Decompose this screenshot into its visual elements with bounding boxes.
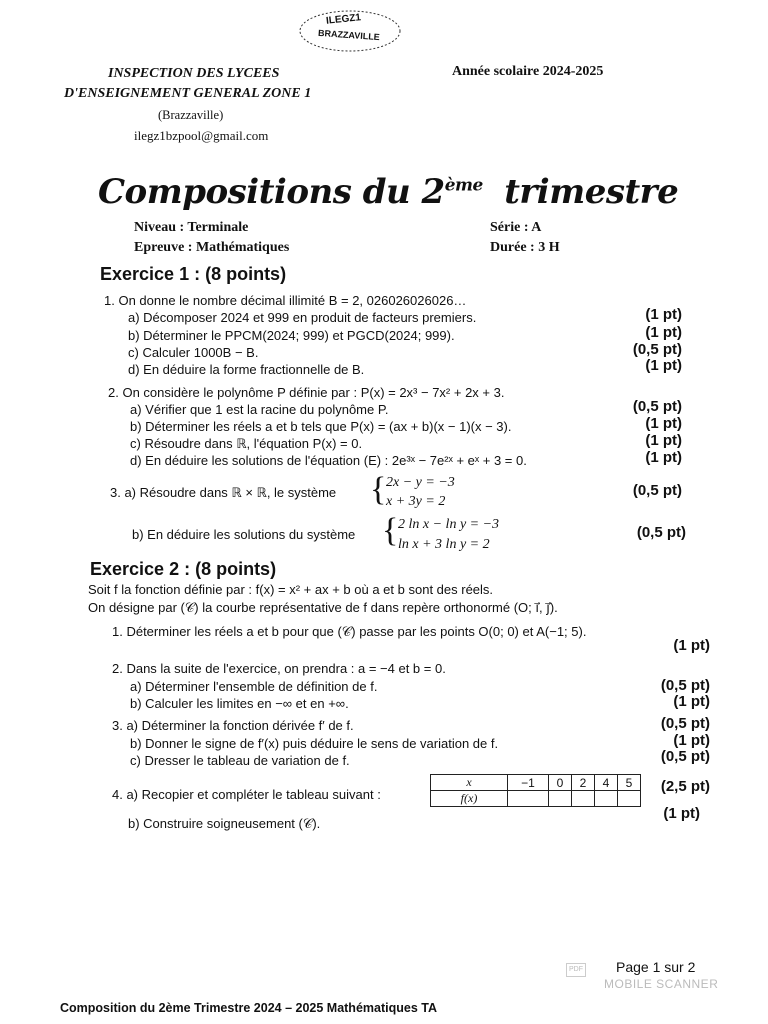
exercise-2-title: Exercice 2 : (8 points) <box>90 559 277 579</box>
ex2-q1-points: (1 pt) <box>673 637 710 654</box>
inspection-line-1: INSPECTION DES LYCEES <box>108 66 280 81</box>
ex1-q2-item-c: c) Résoudre dans ℝ, l'équation P(x) = 0. <box>130 436 363 451</box>
institution-logo <box>296 8 404 54</box>
values-table-x-cell: 5 <box>618 775 641 791</box>
bottom-footer: Composition du 2ème Trimestre 2024 – 2025 Mathématiques TA <box>60 1001 437 1015</box>
exercise-1-title: Exercice 1 : (8 points) <box>100 264 287 284</box>
values-table-empty-cell <box>618 791 641 807</box>
duree: Durée : 3 H <box>490 240 560 255</box>
school-year: Année scolaire 2024-2025 <box>452 64 604 79</box>
values-table-x-cell: −1 <box>508 775 549 791</box>
ex1-q1-points-b: (1 pt) <box>645 324 682 341</box>
system-2-eq-1: 2 ln x − ln y = −3 <box>398 517 500 532</box>
ex2-q3-points-c: (0,5 pt) <box>660 748 710 765</box>
ex1-q2-points-a: (0,5 pt) <box>632 398 682 415</box>
ex2-q3-item-b: b) Donner le signe de f′(x) puis déduire le sens de variation de f. <box>130 736 499 751</box>
ex1-q2-stem: 2. On considère le polynôme P définie par : P(x) = 2x³ − 7x² + 2x + 3. <box>108 385 505 400</box>
ex2-q4a-points: (2,5 pt) <box>660 778 710 795</box>
exam-title-rest: trimestre <box>504 172 679 212</box>
logo-text-bottom: BRAZZAVILLE <box>317 27 381 43</box>
ex2-q3-points-b: (1 pt) <box>673 732 710 749</box>
values-table-x-cell: 0 <box>549 775 572 791</box>
values-table-empty-cell <box>572 791 595 807</box>
system-1-eq-2: x + 3y = 2 <box>386 494 446 509</box>
ex1-q1-points-a: (1 pt) <box>645 306 682 323</box>
ex2-q3-item-a: 3. a) Déterminer la fonction dérivée f′ de f. <box>112 718 354 733</box>
values-table-row-label: f(x) <box>431 791 508 807</box>
ex2-q2-points-b: (1 pt) <box>673 693 710 710</box>
ex1-q2-points-c: (1 pt) <box>645 432 682 449</box>
ex1-q1-item-c: c) Calculer 1000B − B. <box>128 345 259 360</box>
values-table-x-cell: 4 <box>595 775 618 791</box>
ex2-q2-item-a: a) Déterminer l'ensemble de définition de f. <box>130 679 378 694</box>
values-table-x-cell: 2 <box>572 775 595 791</box>
ex1-q2-points-d: (1 pt) <box>645 449 682 466</box>
values-table-empty-cell <box>595 791 618 807</box>
ex2-q3-item-c: c) Dresser le tableau de variation de f. <box>130 753 350 768</box>
email: ilegz1bzpool@gmail.com <box>134 128 269 143</box>
ex1-q2-item-a: a) Vérifier que 1 est la racine du polynôme P. <box>130 402 389 417</box>
pdf-icon: PDF <box>566 963 586 977</box>
page-number: Page 1 sur 2 <box>616 959 696 975</box>
system-1-eq-1: 2x − y = −3 <box>386 475 455 490</box>
ex1-q2-points-b: (1 pt) <box>645 415 682 432</box>
ex1-q3a-text: 3. a) Résoudre dans ℝ × ℝ, le système <box>110 485 337 500</box>
values-table-empty-cell <box>549 791 572 807</box>
scanner-label: MOBILE SCANNER <box>604 977 719 991</box>
ex1-q1-points-d: (1 pt) <box>645 357 682 374</box>
ex1-q1-item-a: a) Décomposer 2024 et 999 en produit de facteurs premiers. <box>128 310 477 325</box>
exam-title-main: Compositions du 2 <box>98 172 445 212</box>
system-2-eq-2: ln x + 3 ln y = 2 <box>398 537 490 552</box>
ex2-q2-stem: 2. Dans la suite de l'exercice, on prendra : a = −4 et b = 0. <box>112 661 446 676</box>
system-1-brace: { <box>370 471 387 508</box>
ex1-q3a-points: (0,5 pt) <box>632 482 682 499</box>
ex1-q1-item-b: b) Déterminer le PPCM(2024; 999) et PGCD(2024; 999). <box>128 328 455 343</box>
exam-title-sup: ème <box>444 175 483 196</box>
ex1-q3b-text: b) En déduire les solutions du système <box>132 527 356 542</box>
ex1-q1-item-d: d) En déduire la forme fractionnelle de B. <box>128 362 365 377</box>
ex2-intro-2: On désigne par (𝒞) la courbe représentative de f dans repère orthonormé (O; i⃗, j⃗). <box>88 600 558 615</box>
ex2-q4a-text: 4. a) Recopier et compléter le tableau suivant : <box>112 787 381 802</box>
ex1-q1-points-c: (0,5 pt) <box>632 341 682 358</box>
niveau: Niveau : Terminale <box>134 220 249 235</box>
ex1-q2-item-d: d) En déduire les solutions de l'équation (E) : 2e³ˣ − 7e²ˣ + eˣ + 3 = 0. <box>130 453 527 468</box>
values-table-row-x <box>431 775 641 791</box>
ex2-q1-text: 1. Déterminer les réels a et b pour que (𝒞) passe par les points O(0; 0) et A(−1; 5). <box>112 624 587 639</box>
inspection-line-2: D'ENSEIGNEMENT GENERAL ZONE 1 <box>64 86 312 101</box>
city: (Brazzaville) <box>158 108 224 122</box>
exam-title <box>98 172 678 212</box>
values-table-empty-cell <box>508 791 549 807</box>
serie: Série : A <box>490 220 542 235</box>
values-table-header: x <box>431 775 508 791</box>
scanner-watermark <box>566 958 590 977</box>
values-table <box>430 774 641 807</box>
ex2-q4b-points: (1 pt) <box>663 805 700 822</box>
ex2-q4b-text: b) Construire soigneusement (𝒞). <box>128 816 321 831</box>
epreuve: Epreuve : Mathématiques <box>134 240 290 255</box>
ex2-q2-item-b: b) Calculer les limites en −∞ et en +∞. <box>130 696 349 711</box>
logo-text-top: ILEGZ1 <box>325 12 362 27</box>
ex1-q3b-points: (0,5 pt) <box>636 524 686 541</box>
ex1-q1-stem: 1. On donne le nombre décimal illimité B = 2, 026026026026… <box>104 293 467 308</box>
ex1-q2-item-b: b) Déterminer les réels a et b tels que P(x) = (ax + b)(x − 1)(x − 3). <box>130 419 512 434</box>
ex2-q2-points-a: (0,5 pt) <box>660 677 710 694</box>
ex2-q3-points-a: (0,5 pt) <box>660 715 710 732</box>
system-2-brace: { <box>382 512 399 549</box>
ex2-intro-1: Soit f la fonction définie par : f(x) = x² + ax + b où a et b sont des réels. <box>88 582 494 597</box>
values-table-row-fx <box>431 791 641 807</box>
